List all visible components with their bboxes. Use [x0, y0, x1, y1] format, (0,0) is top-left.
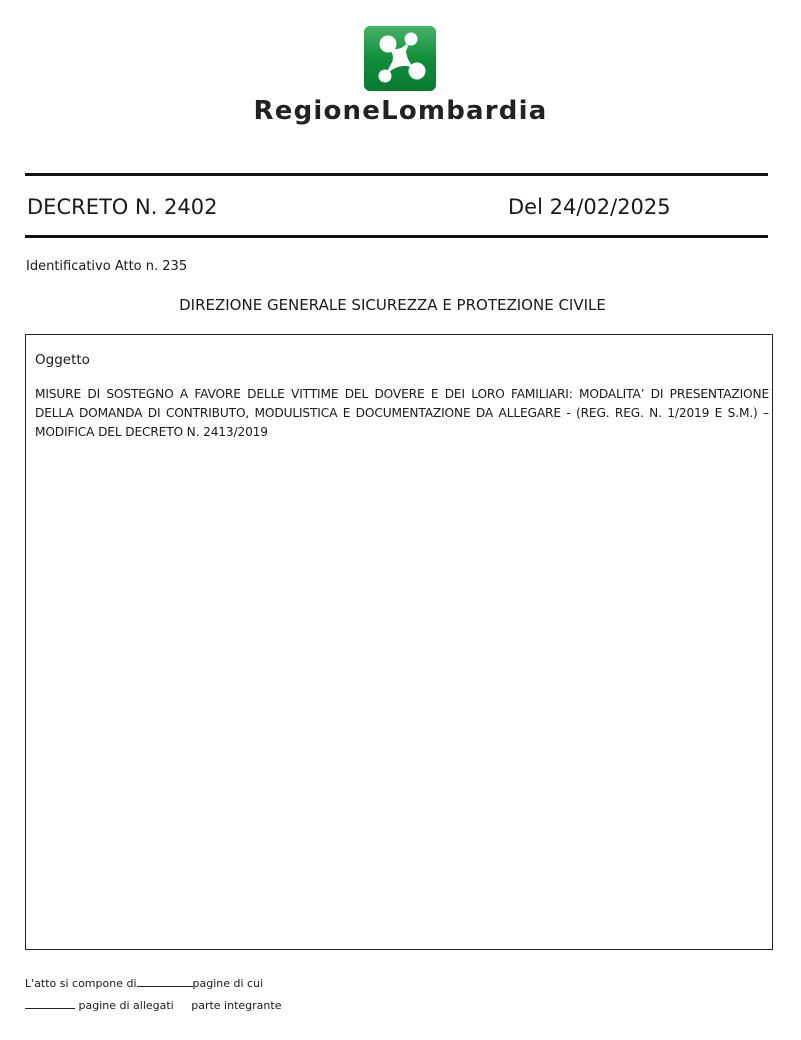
- footer-line2-suffix: parte integrante: [191, 999, 282, 1012]
- header-rule-bottom: [25, 235, 768, 238]
- decree-number: DECRETO N. 2402: [27, 195, 218, 219]
- direzione-generale: DIREZIONE GENERALE SICUREZZA E PROTEZIONE CIVILE: [179, 296, 606, 314]
- page-count-blank: [137, 976, 193, 987]
- rosa-camuna-svg: [364, 26, 436, 91]
- attachment-count-blank: [25, 998, 75, 1009]
- footer-attachments: [25, 998, 281, 1012]
- subject-text: MISURE DI SOSTEGNO A FAVORE DELLE VITTIME DEL DOVERE E DEI LORO FAMILIARI: MODALITA’ DI PRESENTAZIONE DELLA DOMANDA DI CONTRIBUTO, MODULISTICA E DOCUMENTAZIONE DA ALLEGARE - (REG. REG. N. 1/2019 E S.M.) – MODIFICA DEL DECRETO N. 2413/2019: [35, 387, 769, 439]
- decree-date: Del 24/02/2025: [508, 195, 671, 219]
- identificativo-atto: Identificativo Atto n. 235: [26, 259, 188, 274]
- subject-box: [25, 334, 773, 950]
- logo-block: [0, 26, 801, 136]
- footer-page-count: [25, 976, 263, 990]
- rosa-camuna-icon: [364, 26, 436, 91]
- footer-line1-suffix: pagine di cui: [192, 977, 264, 990]
- footer-line1-prefix: L'atto si compone di: [25, 977, 137, 990]
- logo-text: RegioneLombardia: [253, 96, 548, 126]
- header-rule-top: [25, 173, 768, 176]
- footer-line2-middle: pagine di allegati: [75, 999, 174, 1012]
- subject-label: Oggetto: [35, 352, 90, 368]
